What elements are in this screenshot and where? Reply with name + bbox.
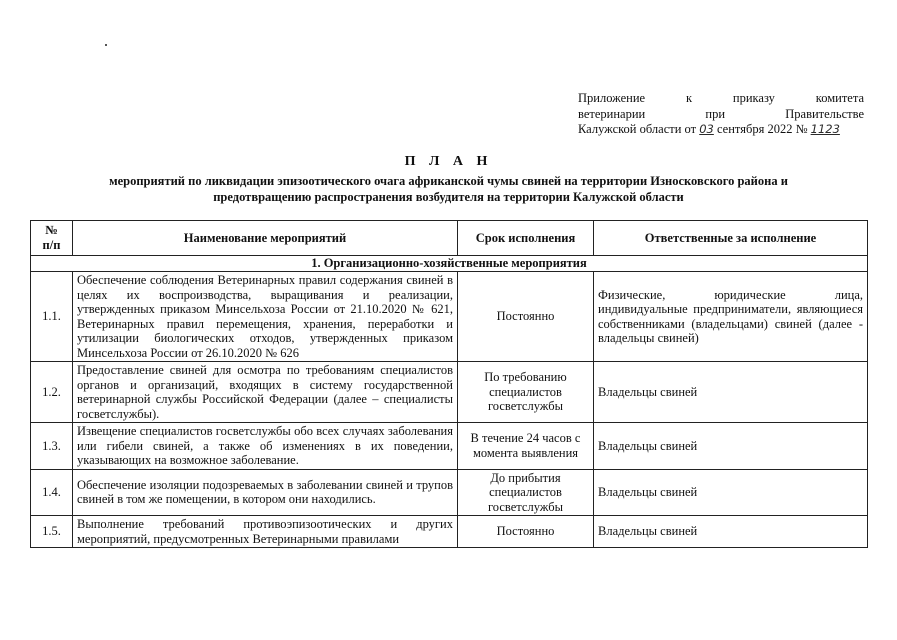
appendix-line-2: ветеринарии при Правительстве — [578, 106, 864, 121]
row-responsible: Владельцы свиней — [594, 516, 868, 548]
scan-speck — [105, 44, 107, 46]
plan-table — [30, 220, 868, 548]
row-name: Извещение специалистов госветслужбы обо всех случаях заболевания или гибели свиней, а также об изменениях в их поведении, указывающих на возможное заболевание. — [73, 423, 458, 470]
header-number-line-1: № — [45, 223, 58, 237]
section-row — [31, 256, 868, 272]
header-number — [31, 221, 73, 256]
row-name: Предоставление свиней для осмотра по требованиям специалистов органов и организаций, входящих в систему государственной ветеринарной службы Российской Федерации (далее – специалисты госветслужбы). — [73, 362, 458, 423]
subtitle-line-2: предотвращению распространения возбудителя на территории Калужской области — [213, 190, 684, 204]
row-term: По требованию специалистов госветслужбы — [458, 362, 594, 423]
header-responsible: Ответственные за исполнение — [594, 221, 868, 256]
row-number: 1.5. — [31, 516, 73, 548]
document-title: П Л А Н — [404, 154, 493, 169]
handwritten-day: 03 — [699, 122, 714, 136]
row-responsible: Владельцы свиней — [594, 362, 868, 423]
row-term: Постоянно — [458, 272, 594, 362]
header-term: Срок исполнения — [458, 221, 594, 256]
header-number-line-2: п/п — [42, 238, 61, 252]
table-row — [31, 516, 868, 548]
row-responsible: Физические, юридические лица, индивидуальные предприниматели, являющиеся собственниками (владельцами) свиней (далее - владельцы свиней) — [594, 272, 868, 362]
table-row — [31, 469, 868, 516]
appendix-block — [578, 91, 864, 138]
table-header-row — [31, 221, 868, 256]
header-name: Наименование мероприятий — [73, 221, 458, 256]
row-name: Обеспечение соблюдения Ветеринарных правил содержания свиней в целях их воспроизводства, выращивания и реализации, утвержденных приказом Минсельхоза России от 21.10.2020 № 621, Ветеринарных правил перемещения, хранения, переработки и утилизации биологических отходов, утвержденных приказом Минсельхоза России от 26.10.2020 № 626 — [73, 272, 458, 362]
appendix-date-mid: сентября 2022 № — [716, 122, 808, 136]
row-number: 1.2. — [31, 362, 73, 423]
appendix-line-3 — [578, 122, 864, 138]
row-name: Обеспечение изоляции подозреваемых в заболевании свиней и трупов свиней в том же помещении, в котором они находились. — [73, 469, 458, 516]
row-term: Постоянно — [458, 516, 594, 548]
row-number: 1.1. — [31, 272, 73, 362]
row-term: До прибытия специалистов госветслужбы — [458, 469, 594, 516]
row-responsible: Владельцы свиней — [594, 469, 868, 516]
row-responsible: Владельцы свиней — [594, 423, 868, 470]
section-title: 1. Организационно-хозяйственные мероприятия — [31, 256, 868, 272]
table-row — [31, 272, 868, 362]
row-name: Выполнение требований противоэпизоотических и других мероприятий, предусмотренных Ветеринарными правилами — [73, 516, 458, 548]
table-row — [31, 423, 868, 470]
document-subtitle — [30, 173, 867, 205]
subtitle-line-1: мероприятий по ликвидации эпизоотического очага африканской чумы свиней на территории Износковского района и — [109, 174, 788, 188]
table-row — [31, 362, 868, 423]
row-term: В течение 24 часов с момента выявления — [458, 423, 594, 470]
appendix-date-prefix: Калужской области от — [578, 122, 697, 136]
handwritten-order-number: 1123 — [810, 122, 840, 136]
row-number: 1.3. — [31, 423, 73, 470]
appendix-line-1: Приложение к приказу комитета — [578, 91, 864, 105]
row-number: 1.4. — [31, 469, 73, 516]
